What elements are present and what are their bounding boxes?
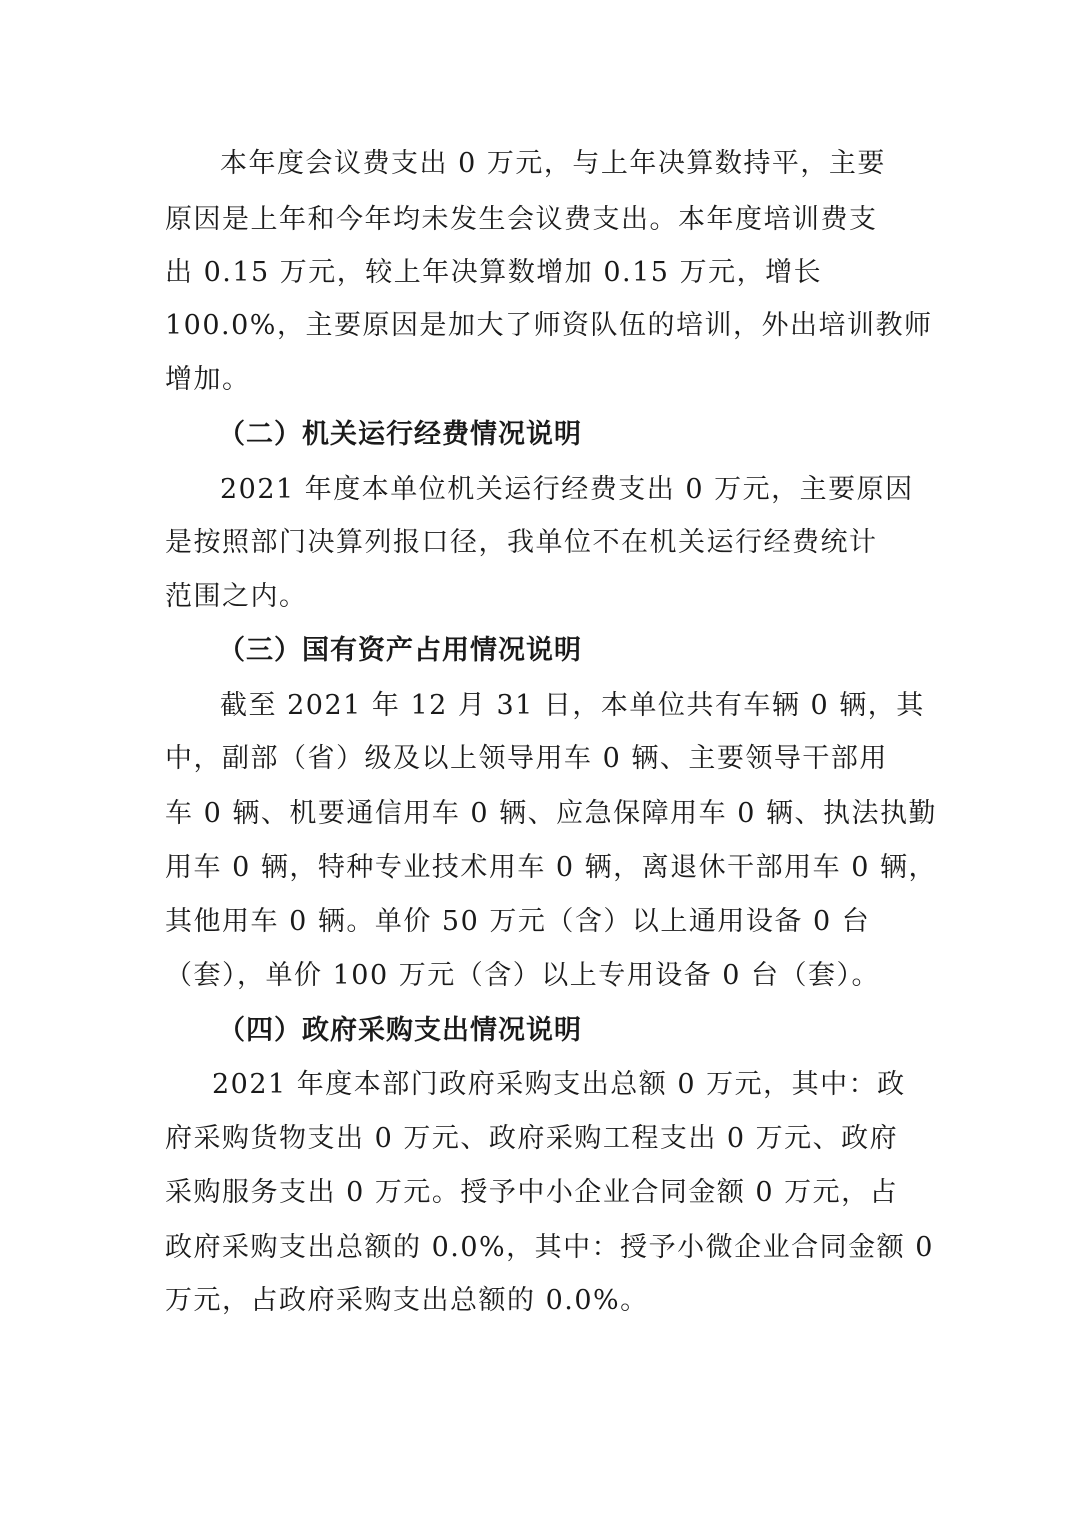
paragraph-line: 截至 2021 年 12 月 31 日，本单位共有车辆 0 辆，其 <box>220 690 925 721</box>
paragraph-line: 2021 年度本单位机关运行经费支出 0 万元，主要原因 <box>220 474 914 505</box>
paragraph-line: 2021 年度本部门政府采购支出总额 0 万元，其中：政 <box>212 1069 906 1100</box>
section-heading: （四）政府采购支出情况说明 <box>218 1015 582 1046</box>
paragraph-line: 原因是上年和今年均未发生会议费支出。本年度培训费支 <box>165 204 878 235</box>
paragraph-line: 本年度会议费支出 0 万元，与上年决算数持平，主要 <box>220 148 886 179</box>
paragraph-line: 范围之内。 <box>165 581 308 612</box>
paragraph-line: 100.0%，主要原因是加大了师资队伍的培训，外出培训教师 <box>165 310 933 341</box>
paragraph-line: 采购服务支出 0 万元。授予中小企业合同金额 0 万元，占 <box>165 1177 899 1208</box>
paragraph-line: 其他用车 0 辆。单价 50 万元（含）以上通用设备 0 台 <box>165 906 871 937</box>
paragraph-line: （套），单价 100 万元（含）以上专用设备 0 台（套）。 <box>165 960 881 991</box>
paragraph-line: 是按照部门决算列报口径，我单位不在机关运行经费统计 <box>165 527 878 558</box>
paragraph-line: 政府采购支出总额的 0.0%，其中：授予小微企业合同金额 0 <box>165 1232 934 1263</box>
paragraph-line: 府采购货物支出 0 万元、政府采购工程支出 0 万元、政府 <box>165 1123 899 1154</box>
paragraph-line: 车 0 辆、机要通信用车 0 辆、应急保障用车 0 辆、执法执勤 <box>165 798 938 829</box>
paragraph-line: 增加。 <box>165 364 251 395</box>
paragraph-line: 用车 0 辆，特种专业技术用车 0 辆，离退休干部用车 0 辆， <box>165 852 938 883</box>
section-heading: （二）机关运行经费情况说明 <box>218 419 582 450</box>
paragraph-line: 中，副部（省）级及以上领导用车 0 辆、主要领导干部用 <box>165 743 888 774</box>
paragraph-line: 万元，占政府采购支出总额的 0.0%。 <box>165 1285 649 1316</box>
section-heading: （三）国有资产占用情况说明 <box>218 635 582 666</box>
paragraph-line: 出 0.15 万元，较上年决算数增加 0.15 万元，增长 <box>165 257 823 288</box>
